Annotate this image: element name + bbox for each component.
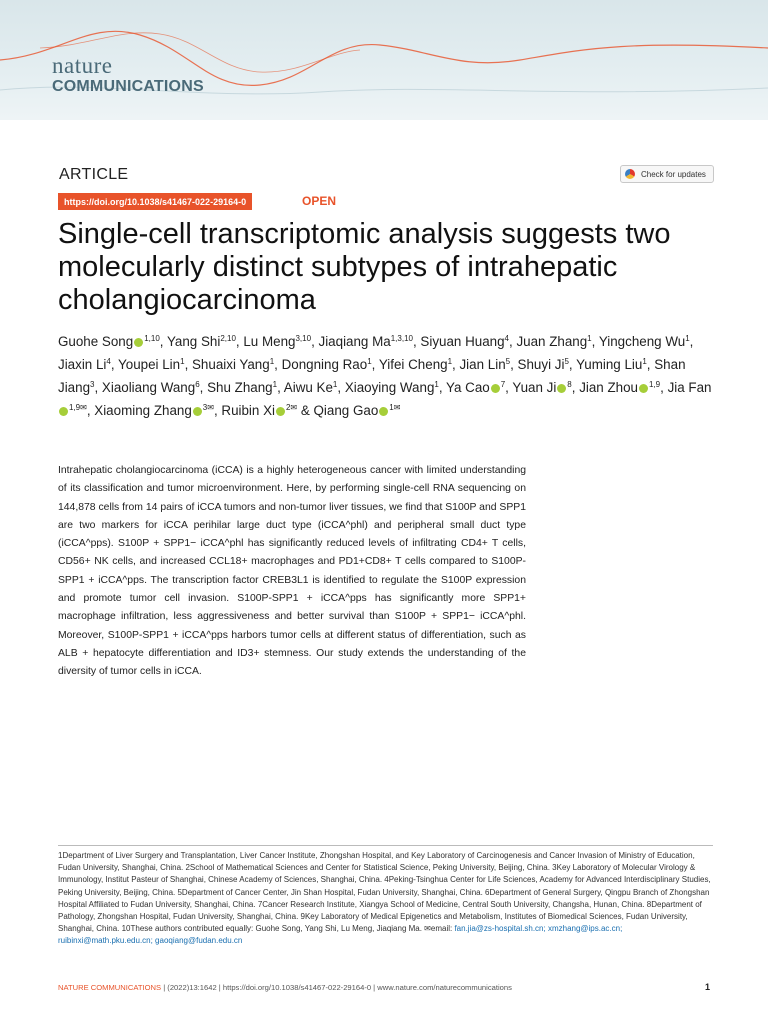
page-footer <box>58 983 512 992</box>
crossmark-icon <box>625 169 635 179</box>
orcid-icon[interactable] <box>557 384 566 393</box>
check-for-updates-label: Check for updates <box>641 169 706 179</box>
journal-header <box>0 0 768 120</box>
doi-link[interactable]: https://doi.org/10.1038/s41467-022-29164-0 <box>58 193 252 210</box>
article-type-label: ARTICLE <box>59 166 129 183</box>
page-number: 1 <box>705 982 711 992</box>
orcid-icon[interactable] <box>491 384 500 393</box>
orcid-icon[interactable] <box>276 407 285 416</box>
footer-journal-name: NATURE COMMUNICATIONS <box>58 983 162 992</box>
article-title: Single-cell transcriptomic analysis suggests two molecularly distinct subtypes of intrahepatic cholangiocarcinoma <box>58 218 671 316</box>
open-access-label: OPEN <box>302 194 337 208</box>
affiliations <box>58 850 713 948</box>
journal-logo-nature: nature <box>52 53 113 78</box>
abstract <box>58 462 526 682</box>
abstract-text: Intrahepatic cholangiocarcinoma (iCCA) is a highly heterogeneous cancer with limited understanding of its classification and tumor microenvironment. Here, by performing single-cell RNA sequencing on 144,878 cells from 14 pairs of iCCA tumors and non-tumor liver tissues, we find that S100P and SPP1 are two markers for iCCA perihilar large duct type (iCCA^phl) and peripheral small duct type (iCCA^pps). S100P + SPP1− iCCA^phl has significantly reduced levels of infiltrating CD4+ T cells, CD56+ NK cells, and increased CCL18+ macrophages and PD1+CD8+ T cells compared to S100P-SPP1 + iCCA^pps. The transcription factor CREB3L1 is identified to regulate the S100P expression and promote tumor cell invasion. S100P-SPP1 + iCCA^pps has significantly more SPP1+ macrophage infiltration, less aggressiveness and better survival than S100P + SPP1− iCCA^phl. Moreover, S100P-SPP1 + iCCA^pps harbors tumor cells at different status of differentiation, such as ALB + hepatocyte differentiation and ID3+ stemness. Our study extends the understanding of the diversity of tumor cells in iCCA. <box>58 465 526 678</box>
header-wave-graphic <box>0 0 768 120</box>
orcid-icon[interactable] <box>639 384 648 393</box>
corresponding-emails[interactable]: fan.jia@zs-hospital.sh.cn; xmzhang@ips.ac.cn; ruibinxi@math.pku.edu.cn; gaoqiang@fudan.edu.cn <box>58 924 623 946</box>
check-for-updates-button[interactable] <box>620 165 714 183</box>
affiliations-text: 1Department of Liver Surgery and Transplantation, Liver Cancer Institute, Zhongshan Hospital, and Key Laboratory of Carcinogenesis and Cancer Invasion of Ministry of Education, Fudan University, Shanghai, China. 2School of Mathematical Sciences and Center for Statistical Science, Peking University, Beijing, China. 3Key Laboratory of Molecular Virology & Immunology, Institut Pasteur of Shanghai, Chinese Academy of Sciences, Shanghai, China. 4Peking-Tsinghua Center for Life Sciences, Academy for Advanced Interdisciplinary Studies, Peking University, Beijing, China. 5Department of Cancer Center, Jin Shan Hospital, Fudan University, Shanghai, China. 6Department of General Surgery, Qingpu Branch of Zhongshan Hospital Affiliated to Fudan University, Shanghai, China. 7Cancer Research Institute, Xiangya School of Medicine, Central South University, Changsha, Hunan, China. 8Department of Pathology, Zhongshan Hospital, Fudan University, Shanghai, China. 9Key Laboratory of Medical Epigenetics and Metabolism, Institutes of Biomedical Sciences, Fudan University, Shanghai, China. 10These authors contributed equally: Guohe Song, Yang Shi, Lu Meng, Jiaqiang Ma. ✉email: <box>58 851 711 934</box>
orcid-icon[interactable] <box>134 338 143 347</box>
orcid-icon[interactable] <box>59 407 68 416</box>
orcid-icon[interactable] <box>379 407 388 416</box>
author-list: Guohe Song $^{1,10}$, Yang Shi$^{2,10}$, Lu Meng$^{3,10}$, Jiaqiang Ma$^{1,3,10}$, Siyuan Huang$^4$, Juan Zhang$^1$, Yingcheng Wu$^1$, Jiaxin Li$^4$, Youpei Lin$^1$, Shuaixi Yang$^1$, Dongning Rao$^1$, Yifei Cheng$^1$, Jian Lin$^5$, Shuyi Ji$^5$, Yuming Liu$^1$, Shan Jiang$^3$, Xiaoliang Wang$^6$, Shu Zhang$^1$, Aiwu Ke$^1$, Xiaoying Wang$^1$, Ya Cao $^7$, Yuan Ji $^8$, Jian Zhou $^{1,9}$, Jia Fan$^{1,9✉}$, Xiaoming Zhang $^{3✉}$, Ruibin Xi $^{2✉}$ & Qiang Gao $^{1✉}$ <box>58 334 712 418</box>
orcid-icon[interactable] <box>193 407 202 416</box>
affiliations-divider <box>58 845 713 846</box>
footer-citation: | (2022)13:1642 | https://doi.org/10.1038/s41467-022-29164-0 | www.nature.com/naturecommunications <box>163 983 512 992</box>
journal-logo-communications: COMMUNICATIONS <box>52 78 204 95</box>
